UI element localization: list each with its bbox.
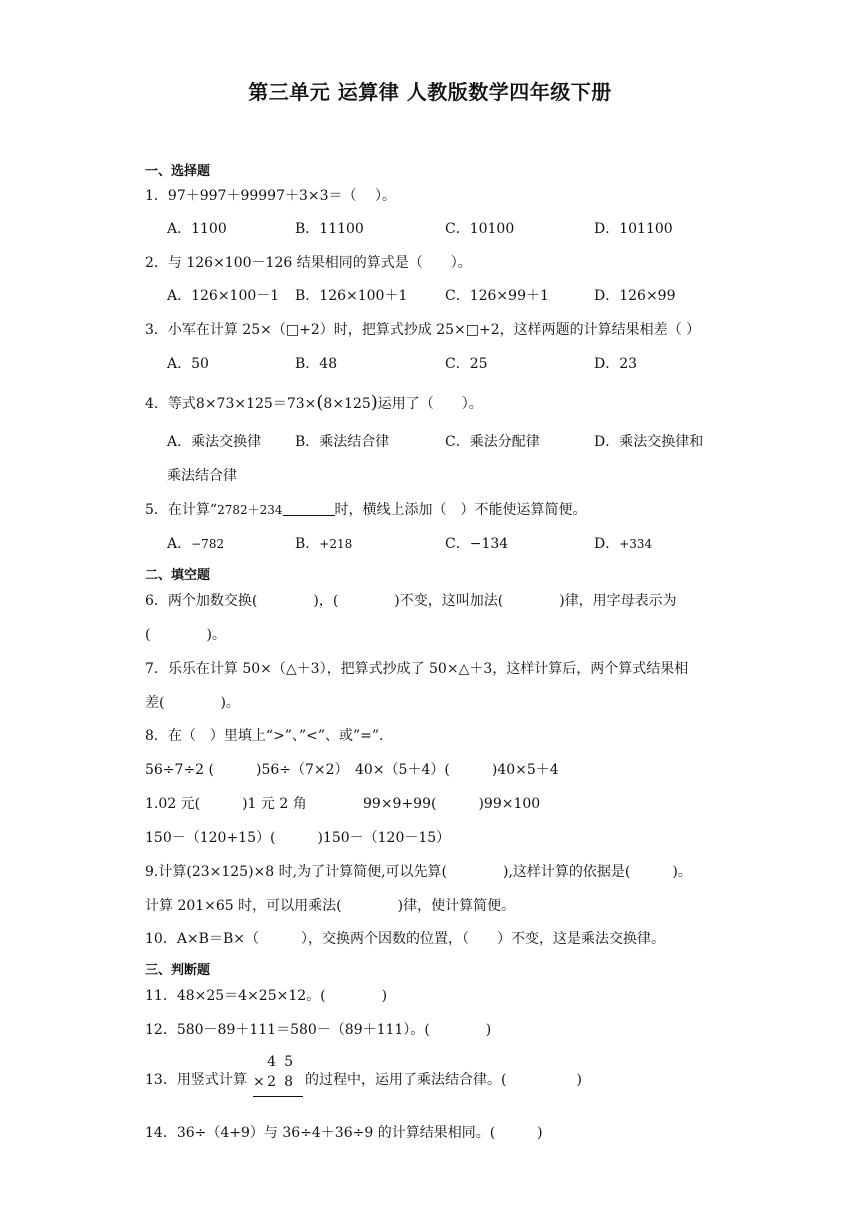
question-7-line-1: 7．乐乐在计算 50×（△＋3），把算式抄成了 50×△＋3，这样计算后，两个算式结果相 xyxy=(145,661,689,677)
question-9-line-1: 9.计算(23×125)×8 时,为了计算简便,可以先算( ),这样计算的依据是( )。 xyxy=(145,864,692,880)
answer-blank-line xyxy=(283,501,335,516)
right-paren: ) xyxy=(370,392,378,413)
left-paren: ( xyxy=(316,392,324,413)
page-title: 第三单元 运算律 人教版数学四年级下册 xyxy=(248,80,612,104)
question-5-option-a: A．−782 xyxy=(167,536,225,552)
question-2-option-b: B．126×100＋1 xyxy=(295,288,408,304)
question-4-option-a: A．乘法交换律 xyxy=(167,434,262,450)
vertical-rule xyxy=(253,1096,303,1097)
question-10-line: 10．A×B＝B×（ ），交换两个因数的位置，（ ）不变，这是乘法交换律。 xyxy=(145,931,665,947)
question-8-item-4: 99×9+99( )99×100 xyxy=(363,796,541,812)
question-13-prefix: 13．用竖式计算 xyxy=(145,1072,247,1088)
question-1-stem: 1．97＋997＋99997＋3×3＝（ ）。 xyxy=(145,188,396,204)
question-5-option-b: B．+218 xyxy=(295,536,353,552)
section-heading-true-false: 三、判断题 xyxy=(145,963,211,978)
question-4-option-d-continued: 乘法结合律 xyxy=(167,468,237,484)
question-2-option-d: D．126×99 xyxy=(594,288,676,304)
question-5-option-d: D．+334 xyxy=(594,536,653,552)
question-3-option-b: B．48 xyxy=(295,356,338,372)
times-sign: × xyxy=(253,1074,265,1090)
vertical-multiplication xyxy=(253,1054,303,1100)
question-4-option-d: D．乘法交换律和 xyxy=(594,434,704,450)
question-9-line-2: 计算 201×65 时，可以用乘法( )律，使计算简便。 xyxy=(145,898,516,914)
multiplier: 28 xyxy=(267,1074,301,1090)
question-1-option-a: A．1100 xyxy=(167,221,227,237)
question-4-suffix: 运用了（ ）。 xyxy=(377,396,483,412)
question-4-stem xyxy=(145,393,483,414)
question-3-option-d: D．23 xyxy=(594,356,638,372)
question-6-line-1: 6．两个加数交换( )，( )不变，这叫加法( )律，用字母表示为 xyxy=(145,593,677,609)
question-1-option-c: C．10100 xyxy=(445,221,515,237)
question-13-suffix: 的过程中，运用了乘法结合律。( ) xyxy=(305,1072,582,1088)
question-3-option-a: A．50 xyxy=(167,356,209,372)
question-11-line: 11．48×25＝4×25×12。( ) xyxy=(145,988,388,1004)
question-8-stem: 8．在（ ）里填上“>”、”<”、或”=”. xyxy=(145,728,384,744)
question-4-option-b: B．乘法结合律 xyxy=(295,434,390,450)
question-4-prefix: 4．等式 xyxy=(145,396,196,412)
question-14-line: 14．36÷（4+9）与 36÷4＋36÷9 的计算结果相同。( ) xyxy=(145,1125,543,1141)
question-2-stem: 2．与 126×100－126 结果相同的算式是（ ）。 xyxy=(145,255,472,271)
question-7-line-2: 差( )。 xyxy=(145,695,240,711)
question-5-prefix: 5．在计算“ xyxy=(145,502,218,518)
question-5-expression: 2782＋234 xyxy=(217,503,283,517)
question-8-item-2: 40×（5＋4）( )40×5＋4 xyxy=(355,762,559,778)
section-heading-choice: 一、选择题 xyxy=(145,164,211,179)
question-8-item-1: 56÷7÷2 ( )56÷（7×2） xyxy=(145,762,349,778)
question-6-line-2: ( )。 xyxy=(145,627,226,643)
question-2-option-a: A．126×100－1 xyxy=(167,288,280,304)
question-1-option-d: D．101100 xyxy=(594,221,673,237)
question-3-option-c: C．25 xyxy=(445,356,488,372)
multiplicand: 45 xyxy=(267,1054,301,1070)
question-5-stem xyxy=(145,500,587,520)
question-8-item-5: 150－（120+15）( )150－（120－15） xyxy=(145,830,451,846)
question-4-formula-b: 8×125 xyxy=(323,396,371,412)
section-heading-fill-in: 二、填空题 xyxy=(145,568,211,583)
question-12-line: 12．580－89＋111＝580－（89＋111）。( ) xyxy=(145,1022,492,1038)
question-5-suffix: 时，横线上添加（ ）不能使运算简便。 xyxy=(334,502,587,518)
question-4-option-c: C．乘法分配律 xyxy=(445,434,540,450)
question-4-formula-a: 8×73×125＝73× xyxy=(195,396,317,412)
question-2-option-c: C．126×99＋1 xyxy=(445,288,549,304)
question-8-item-3: 1.02 元( )1 元 2 角 xyxy=(145,796,307,812)
question-1-option-b: B．11100 xyxy=(295,221,364,237)
question-3-stem: 3．小军在计算 25×（□+2）时，把算式抄成 25×□+2，这样两题的计算结果相差（ ） xyxy=(145,322,701,338)
question-5-option-c: C．−134 xyxy=(445,536,509,552)
